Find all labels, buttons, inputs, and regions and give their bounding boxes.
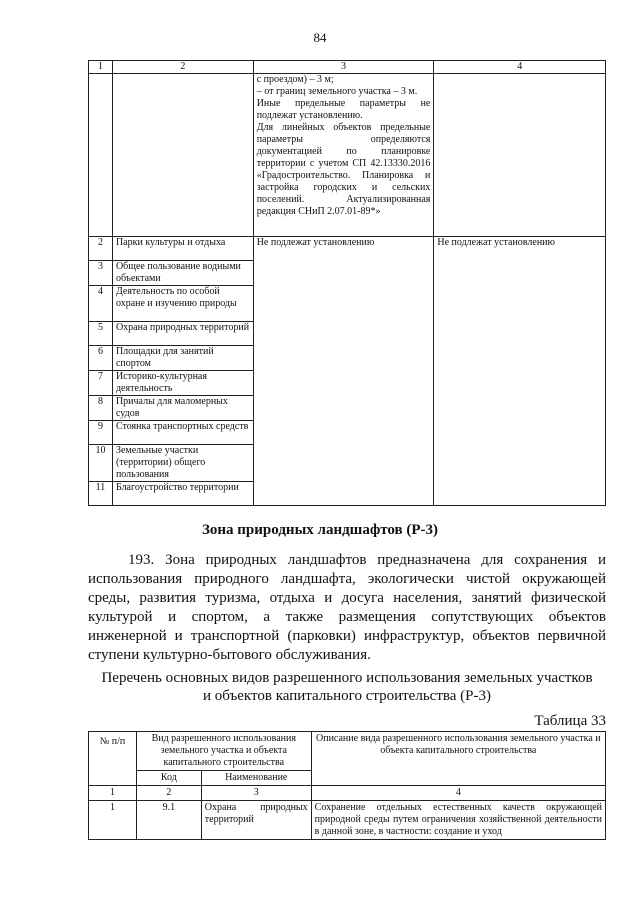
params-cell [253, 74, 434, 237]
table-label: Таблица 33 [534, 713, 606, 729]
use-type-name: Историко-культурная деятельность [112, 371, 253, 396]
use-type-name: Парки культуры и отдыха [112, 237, 253, 261]
table-numbering-row [89, 786, 606, 801]
numbering-cell: 2 [136, 786, 201, 801]
sub-code-header: Код [136, 771, 201, 786]
row-number: 5 [89, 322, 113, 346]
other-params-value: Не подлежат установлению [434, 237, 606, 506]
row-number: 4 [89, 286, 113, 322]
row-number: 6 [89, 346, 113, 371]
use-type-name: Причалы для маломерных судов [112, 396, 253, 421]
header-cell: 2 [112, 61, 253, 74]
numbering-cell: 4 [311, 786, 605, 801]
param-line: Для линейных объектов предельные параметры определяются документацией по планировке территории с учетом СП 42.13330.2016 «Градостроительство. Планировка и застройка городских и сельских поселений. Актуализированная редакция СНиП 2.07.01-89*» [256, 122, 431, 217]
use-type-name: Стоянка транспортных средств [112, 421, 253, 445]
zone-description-paragraph: 193. Зона природных ландшафтов предназначена для сохранения и использования природного ландшафта, экологически чистой окружающей среды, развития туризма, отдыха и досуга населения, занятий физической культурой и спортом, а также размещения сопутствующих объектов инженерной и транспортной (парковки) инфраструктур, объектов первичной ступени культурно-бытового обслуживания. [88, 552, 606, 663]
table-row [89, 801, 606, 840]
table-header-row [89, 732, 606, 771]
list-title [88, 669, 606, 705]
row-number: 3 [89, 261, 113, 286]
page-number: 84 [313, 30, 327, 45]
list-title-line: и объектов капитального строительства (Р-3) [202, 688, 491, 704]
param-line: с проездом) – 3 м; [256, 74, 334, 85]
col-type-header: Вид разрешенного использования земельного участка и объекта капитального строительства [136, 732, 311, 771]
use-type-name: Охрана природных территорий [112, 322, 253, 346]
col-num-header: № п/п [89, 732, 137, 786]
row-number: 1 [89, 801, 137, 840]
table-header-row [89, 61, 606, 74]
permitted-use-params-table [88, 60, 606, 506]
numbering-cell: 3 [201, 786, 311, 801]
row-number: 11 [89, 482, 113, 506]
header-cell: 3 [253, 61, 434, 74]
row-number: 7 [89, 371, 113, 396]
sub-name-header: Наименование [201, 771, 311, 786]
use-type-name: Площадки для занятий спортом [112, 346, 253, 371]
row-name: Охрана природных территорий [201, 801, 311, 840]
numbering-cell: 1 [89, 786, 137, 801]
permitted-use-list-table [88, 731, 606, 840]
use-type-name: Земельные участки (территории) общего пользования [112, 445, 253, 482]
header-cell: 4 [434, 61, 606, 74]
row-number: 8 [89, 396, 113, 421]
use-type-name: Деятельность по особой охране и изучению природы [112, 286, 253, 322]
row-description: Сохранение отдельных естественных качеств окружающей природной среды путем ограничения хозяйственной деятельности в данной зоне, в частности: создание и уход [311, 801, 605, 840]
table-row [89, 237, 606, 261]
row-code: 9.1 [136, 801, 201, 840]
use-type-name: Общее пользование водными объектами [112, 261, 253, 286]
row-number: 10 [89, 445, 113, 482]
table-row-continuation [89, 74, 606, 237]
section-title: Зона природных ландшафтов (Р-3) [201, 522, 439, 538]
params-value: Не подлежат установлению [253, 237, 434, 506]
param-line: – от границ земельного участка – 3 м. [256, 86, 418, 97]
row-number: 9 [89, 421, 113, 445]
use-type-name: Благоустройство территории [112, 482, 253, 506]
row-number: 2 [89, 237, 113, 261]
header-cell: 1 [89, 61, 113, 74]
col-desc-header: Описание вида разрешенного использования земельного участка и объекта капитального строительства [311, 732, 605, 786]
list-title-line: Перечень основных видов разрешенного использования земельных участков [101, 670, 593, 686]
param-line: Иные предельные параметры не подлежат установлению. [256, 98, 431, 121]
